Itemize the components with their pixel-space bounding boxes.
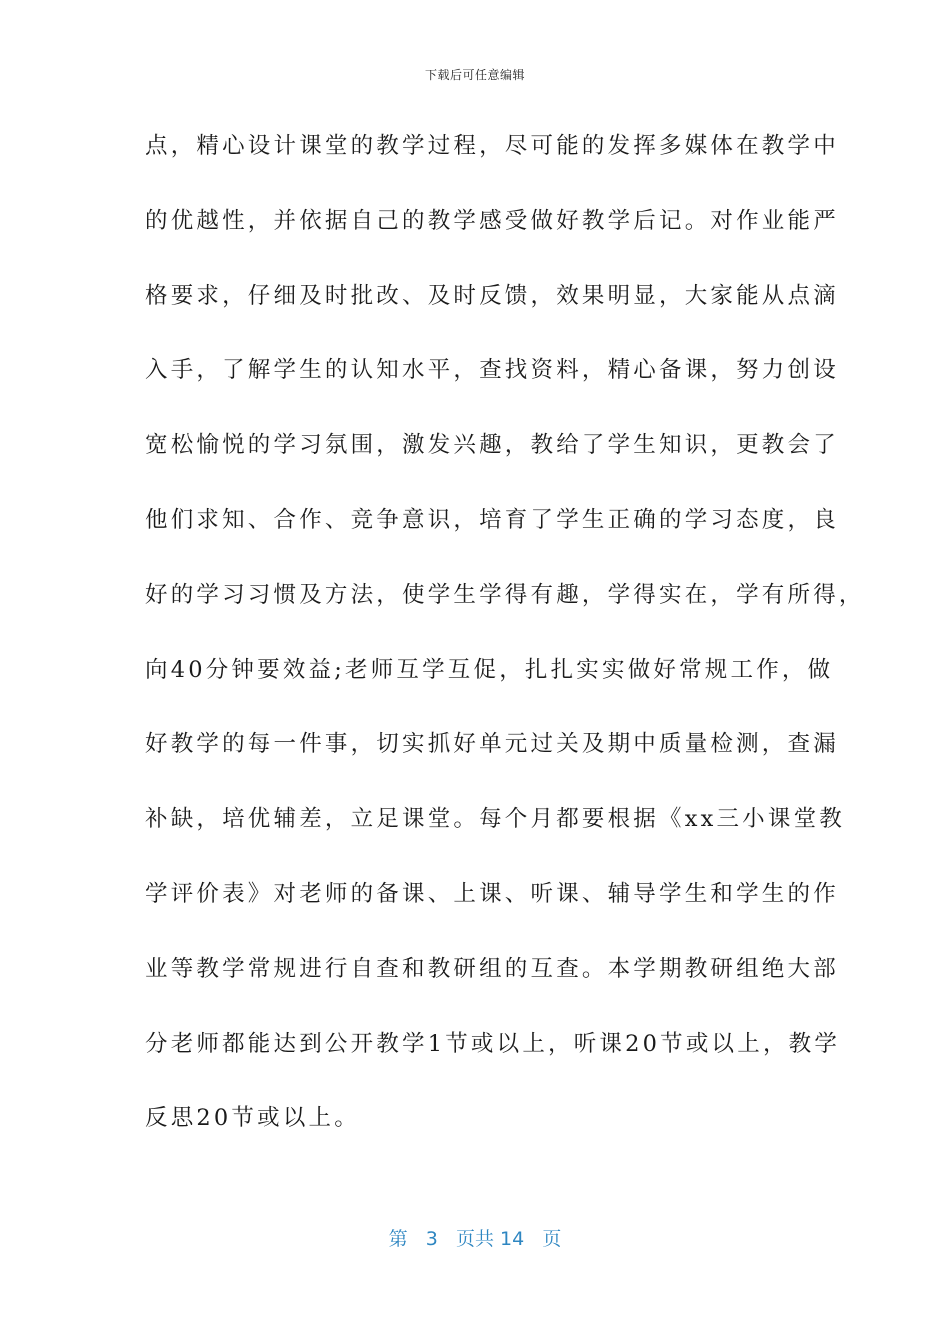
footer-prefix: 第 — [388, 1228, 408, 1250]
text-line: 宽松愉悦的学习氛围，激发兴趣，教给了学生知识，更教会了 — [145, 432, 839, 459]
text-line: 补缺，培优辅差，立足课堂。每个月都要根据《xx三小课堂教 — [145, 806, 845, 833]
text-line: 入手，了解学生的认知水平，查找资料，精心备课，努力创设 — [145, 357, 839, 384]
text-line: 分老师都能达到公开教学1节或以上，听课20节或以上，教学 — [145, 1030, 841, 1057]
text-line: 好的学习习惯及方法，使学生学得有趣，学得实在，学有所得， — [145, 581, 865, 608]
text-line: 点，精心设计课堂的教学过程，尽可能的发挥多媒体在教学中 — [145, 133, 839, 159]
text-line: 反思20节或以上。 — [145, 1105, 360, 1132]
footer-suffix: 页 — [542, 1228, 562, 1250]
header-text: 下载后可任意编辑 — [424, 68, 525, 82]
text-line: 的优越性，并依据自己的教学感受做好教学后记。对作业能严 — [145, 207, 839, 234]
text-line: 格要求，仔细及时批改、及时反馈，效果明显，大家能从点滴 — [145, 282, 839, 309]
body-text — [145, 126, 865, 1173]
text-line: 他们求知、合作、竞争意识，培育了学生正确的学习态度，良 — [145, 506, 839, 533]
text-line: 好教学的每一件事，切实抓好单元过关及期中质量检测，查漏 — [145, 731, 839, 758]
footer-total-pages: 14 — [500, 1228, 525, 1250]
text-line: 学评价表》对老师的备课、上课、听课、辅导学生和学生的作 — [145, 880, 839, 907]
page-header — [0, 66, 950, 83]
text-line: 业等教学常规进行自查和教研组的互查。本学期教研组绝大部 — [145, 955, 839, 982]
text-line: 向40分钟要效益;老师互学互促，扎扎实实做好常规工作，做 — [145, 656, 834, 683]
footer-current-page: 3 — [425, 1228, 438, 1250]
page-footer — [0, 1224, 950, 1251]
footer-middle: 页共 — [455, 1228, 494, 1250]
